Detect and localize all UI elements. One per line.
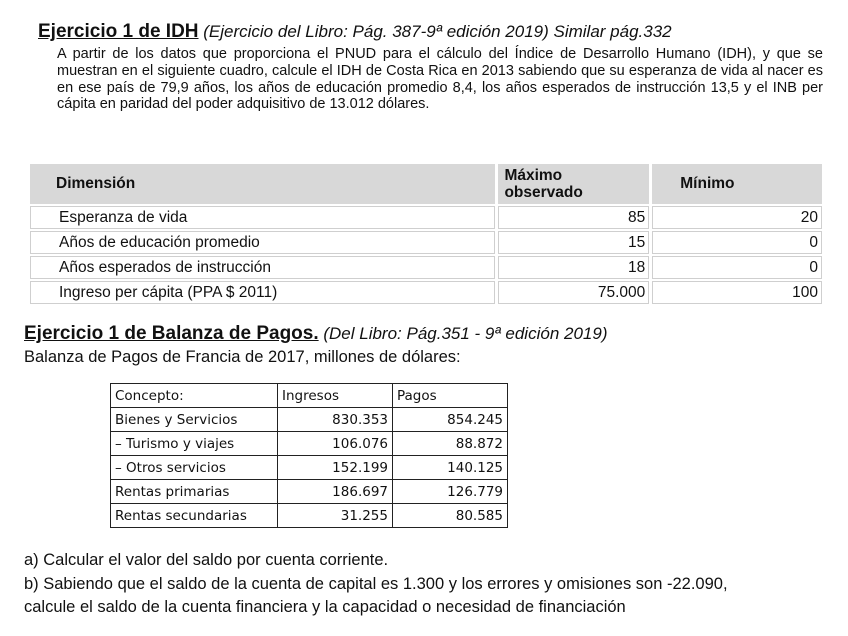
bp-cell-concept: Rentas secundarias xyxy=(111,504,278,528)
bp-heading-reference: (Del Libro: Pág.351 - 9ª edición 2019) xyxy=(318,324,608,343)
bp-exercise-heading xyxy=(24,323,607,345)
idh-cell-dimension: Ingreso per cápita (PPA $ 2011) xyxy=(30,281,495,304)
bp-cell-payments: 140.125 xyxy=(393,456,508,480)
table-row xyxy=(30,206,822,229)
bp-cell-payments: 854.245 xyxy=(393,408,508,432)
bp-cell-concept: – Otros servicios xyxy=(111,456,278,480)
table-row xyxy=(30,281,822,304)
idh-cell-minimum: 100 xyxy=(652,281,822,304)
idh-cell-dimension: Años esperados de instrucción xyxy=(30,256,495,279)
table-row xyxy=(111,408,508,432)
idh-exercise-heading xyxy=(38,21,672,43)
bp-question-b-line2: calcule el saldo de la cuenta financiera y la capacidad o necesidad de financiación xyxy=(24,598,626,616)
table-row xyxy=(111,504,508,528)
bp-cell-income: 31.255 xyxy=(278,504,393,528)
bp-cell-income: 152.199 xyxy=(278,456,393,480)
idh-cell-maximum: 75.000 xyxy=(498,281,649,304)
bp-cell-payments: 126.779 xyxy=(393,480,508,504)
idh-table-header-row xyxy=(30,164,822,204)
bp-cell-concept: Rentas primarias xyxy=(111,480,278,504)
table-row xyxy=(111,480,508,504)
idh-header-minimum: Mínimo xyxy=(652,164,822,204)
bp-data-table xyxy=(110,383,508,528)
bp-question-a: a) Calcular el valor del saldo por cuenta corriente. xyxy=(24,551,389,569)
idh-cell-maximum: 85 xyxy=(498,206,649,229)
idh-heading-reference: (Ejercicio del Libro: Pág. 387-9ª edición 2019) Similar pág.332 xyxy=(198,22,672,41)
bp-cell-payments: 80.585 xyxy=(393,504,508,528)
bp-exercise-subtitle: Balanza de Pagos de Francia de 2017, millones de dólares: xyxy=(24,348,461,366)
idh-heading-title: Ejercicio 1 de IDH xyxy=(38,21,199,42)
idh-exercise-statement: A partir de los datos que proporciona el PNUD para el cálculo del Índice de Desarrollo Humano (IDH), y que se muestran en el siguiente cuadro, calcule el IDH de Costa Rica en 2013 sabiendo que su esperanza de vida al nacer es en ese país de 79,9 años, los años de educación promedio 8,4, los años esperados de instrucción 13,5 y el INB per cápita en paridad del poder adquisitivo de 13.012 dólares. xyxy=(57,46,823,113)
bp-header-payments: Pagos xyxy=(393,384,508,408)
bp-table-header-row xyxy=(111,384,508,408)
bp-header-income: Ingresos xyxy=(278,384,393,408)
bp-cell-income: 106.076 xyxy=(278,432,393,456)
bp-header-concept: Concepto: xyxy=(111,384,278,408)
bp-question-b-line1: b) Sabiendo que el saldo de la cuenta de capital es 1.300 y los errores y omisiones son -22.090, xyxy=(24,575,728,593)
table-row xyxy=(111,432,508,456)
table-row xyxy=(30,256,822,279)
bp-cell-concept: – Turismo y viajes xyxy=(111,432,278,456)
idh-cell-minimum: 20 xyxy=(652,206,822,229)
idh-cell-dimension: Años de educación promedio xyxy=(30,231,495,254)
idh-header-maximum: Máximo observado xyxy=(498,164,649,204)
idh-header-dimension: Dimensión xyxy=(30,164,495,204)
idh-cell-minimum: 0 xyxy=(652,231,822,254)
bp-cell-income: 830.353 xyxy=(278,408,393,432)
bp-cell-concept: Bienes y Servicios xyxy=(111,408,278,432)
idh-cell-maximum: 15 xyxy=(498,231,649,254)
bp-cell-income: 186.697 xyxy=(278,480,393,504)
idh-cell-minimum: 0 xyxy=(652,256,822,279)
idh-cell-maximum: 18 xyxy=(498,256,649,279)
bp-heading-title: Ejercicio 1 de Balanza de Pagos. xyxy=(24,323,319,344)
table-row xyxy=(111,456,508,480)
table-row xyxy=(30,231,822,254)
idh-cell-dimension: Esperanza de vida xyxy=(30,206,495,229)
idh-data-table xyxy=(27,162,825,306)
bp-cell-payments: 88.872 xyxy=(393,432,508,456)
